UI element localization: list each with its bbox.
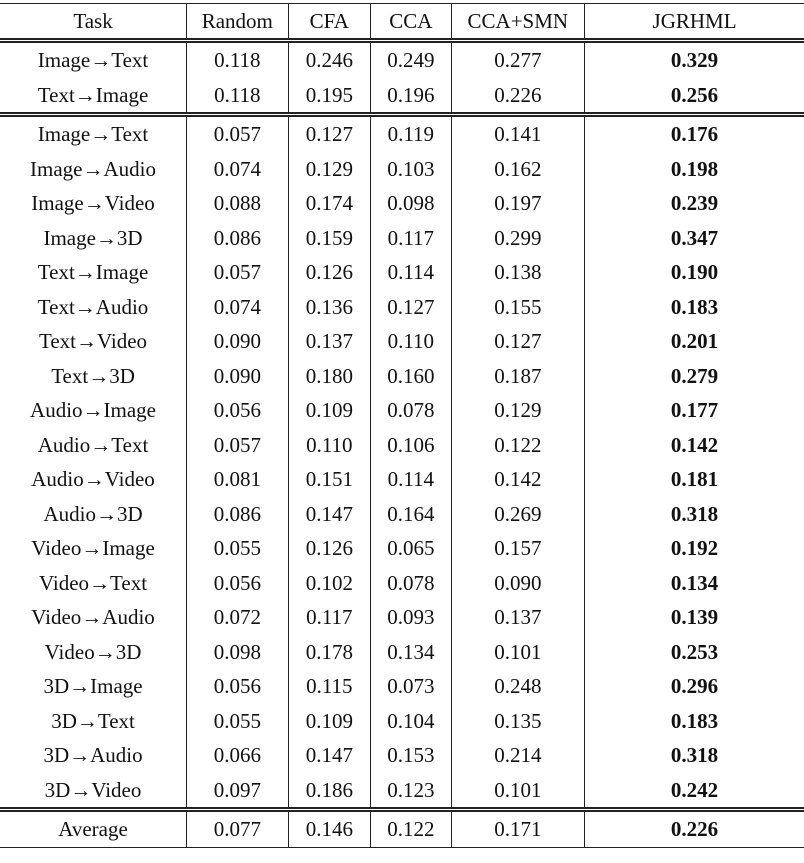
best-value-cell: 0.139 bbox=[670, 605, 719, 629]
value-cell: 0.065 bbox=[371, 531, 452, 566]
value-cell: 0.164 bbox=[371, 497, 452, 532]
value-cell: 0.153 bbox=[371, 738, 452, 773]
value-cell: 0.109 bbox=[288, 393, 370, 428]
task-cell: Image→Video bbox=[0, 186, 187, 221]
table-row bbox=[0, 221, 804, 256]
value-cell: 0.090 bbox=[187, 324, 289, 359]
best-value-cell: 0.329 bbox=[585, 41, 804, 78]
value-cell: 0.299 bbox=[451, 221, 585, 256]
best-value-cell: 0.198 bbox=[670, 156, 719, 181]
value-cell: 0.180 bbox=[288, 359, 370, 394]
value-cell: 0.110 bbox=[371, 324, 452, 359]
best-value-cell: 0.256 bbox=[670, 82, 719, 107]
value-cell: 0.195 bbox=[288, 78, 370, 115]
best-value-cell: 0.253 bbox=[670, 639, 719, 664]
table-row bbox=[0, 738, 804, 773]
value-cell: 0.098 bbox=[371, 186, 452, 221]
table-row bbox=[0, 186, 804, 221]
group-average bbox=[0, 810, 804, 848]
table-row bbox=[0, 324, 804, 359]
table-row bbox=[0, 704, 804, 739]
value-cell: 0.081 bbox=[187, 462, 289, 497]
value-cell: 0.114 bbox=[371, 255, 452, 290]
table-row bbox=[0, 115, 804, 152]
best-value-cell: 0.177 bbox=[670, 398, 719, 422]
table-row bbox=[0, 428, 804, 463]
value-cell: 0.077 bbox=[187, 810, 289, 848]
value-cell: 0.114 bbox=[371, 462, 452, 497]
value-cell: 0.102 bbox=[288, 566, 370, 601]
value-cell: 0.074 bbox=[187, 290, 289, 325]
value-cell: 0.117 bbox=[288, 600, 370, 635]
value-cell: 0.066 bbox=[187, 738, 289, 773]
task-cell: Text→Video bbox=[0, 324, 187, 359]
value-cell: 0.174 bbox=[288, 186, 370, 221]
table-row bbox=[0, 41, 804, 78]
header-row bbox=[0, 4, 804, 41]
task-cell: Image→Audio bbox=[0, 152, 187, 187]
best-value-cell: 0.347 bbox=[670, 225, 719, 250]
value-cell: 0.171 bbox=[451, 810, 585, 848]
value-cell: 0.129 bbox=[451, 393, 585, 428]
table-row bbox=[0, 152, 804, 187]
value-cell: 0.277 bbox=[451, 41, 585, 78]
header-cfa: CFA bbox=[288, 4, 370, 41]
task-cell: Audio→Text bbox=[0, 428, 187, 463]
task-cell: 3D→Video bbox=[0, 773, 187, 810]
value-cell: 0.097 bbox=[187, 773, 289, 810]
value-cell: 0.248 bbox=[451, 669, 585, 704]
value-cell: 0.136 bbox=[288, 290, 370, 325]
table-row bbox=[0, 566, 804, 601]
value-cell: 0.160 bbox=[371, 359, 452, 394]
value-cell: 0.056 bbox=[187, 566, 289, 601]
value-cell: 0.246 bbox=[288, 41, 370, 78]
table-row bbox=[0, 600, 804, 635]
task-cell: Average bbox=[0, 810, 187, 848]
value-cell: 0.129 bbox=[288, 152, 370, 187]
task-cell: Text→Image bbox=[0, 78, 187, 115]
value-cell: 0.101 bbox=[451, 635, 585, 670]
task-cell: 3D→Audio bbox=[0, 738, 187, 773]
value-cell: 0.055 bbox=[187, 704, 289, 739]
header-task: Task bbox=[0, 4, 187, 41]
value-cell: 0.147 bbox=[288, 738, 370, 773]
value-cell: 0.119 bbox=[371, 115, 452, 152]
value-cell: 0.118 bbox=[187, 78, 289, 115]
best-value-cell: 0.181 bbox=[670, 467, 719, 491]
value-cell: 0.249 bbox=[371, 41, 452, 78]
value-cell: 0.134 bbox=[371, 635, 452, 670]
task-cell: Image→Text bbox=[0, 115, 187, 152]
value-cell: 0.115 bbox=[288, 669, 370, 704]
value-cell: 0.146 bbox=[288, 810, 370, 848]
task-cell: Video→Image bbox=[0, 531, 187, 566]
table-row bbox=[0, 635, 804, 670]
table-row bbox=[0, 255, 804, 290]
value-cell: 0.147 bbox=[288, 497, 370, 532]
value-cell: 0.155 bbox=[451, 290, 585, 325]
value-cell: 0.110 bbox=[288, 428, 370, 463]
task-cell: Audio→3D bbox=[0, 497, 187, 532]
task-cell: 3D→Image bbox=[0, 669, 187, 704]
value-cell: 0.057 bbox=[187, 428, 289, 463]
task-cell: 3D→Text bbox=[0, 704, 187, 739]
value-cell: 0.157 bbox=[451, 531, 585, 566]
value-cell: 0.178 bbox=[288, 635, 370, 670]
task-cell: Audio→Image bbox=[0, 393, 187, 428]
best-value-cell: 0.134 bbox=[670, 570, 719, 595]
value-cell: 0.122 bbox=[371, 810, 452, 848]
value-cell: 0.122 bbox=[451, 428, 585, 463]
value-cell: 0.086 bbox=[187, 221, 289, 256]
best-value-cell: 0.142 bbox=[670, 432, 719, 457]
value-cell: 0.090 bbox=[451, 566, 585, 601]
header-cca: CCA bbox=[371, 4, 452, 41]
table-row bbox=[0, 78, 804, 115]
best-value-cell: 0.239 bbox=[670, 191, 719, 215]
table-row bbox=[0, 359, 804, 394]
table-row bbox=[0, 290, 804, 325]
best-value-cell: 0.242 bbox=[670, 777, 719, 802]
task-cell: Audio→Video bbox=[0, 462, 187, 497]
best-value-cell: 0.201 bbox=[670, 329, 719, 353]
best-value-cell: 0.318 bbox=[670, 743, 719, 767]
task-cell: Video→Audio bbox=[0, 600, 187, 635]
value-cell: 0.101 bbox=[451, 773, 585, 810]
value-cell: 0.226 bbox=[451, 78, 585, 115]
value-cell: 0.162 bbox=[451, 152, 585, 187]
table-row bbox=[0, 497, 804, 532]
best-value-cell: 0.296 bbox=[670, 674, 719, 698]
best-value-cell: 0.183 bbox=[670, 708, 719, 733]
best-value-cell: 0.190 bbox=[670, 260, 719, 284]
value-cell: 0.138 bbox=[451, 255, 585, 290]
value-cell: 0.187 bbox=[451, 359, 585, 394]
task-cell: Text→Audio bbox=[0, 290, 187, 325]
table-row bbox=[0, 669, 804, 704]
value-cell: 0.078 bbox=[371, 566, 452, 601]
value-cell: 0.103 bbox=[371, 152, 452, 187]
value-cell: 0.127 bbox=[371, 290, 452, 325]
value-cell: 0.117 bbox=[371, 221, 452, 256]
task-cell: Text→Image bbox=[0, 255, 187, 290]
task-cell: Image→3D bbox=[0, 221, 187, 256]
header-jgrhml: JGRHML bbox=[585, 4, 804, 41]
task-cell: Video→Text bbox=[0, 566, 187, 601]
value-cell: 0.269 bbox=[451, 497, 585, 532]
value-cell: 0.118 bbox=[187, 41, 289, 78]
value-cell: 0.137 bbox=[288, 324, 370, 359]
best-value-cell: 0.318 bbox=[670, 501, 719, 526]
value-cell: 0.151 bbox=[288, 462, 370, 497]
value-cell: 0.057 bbox=[187, 255, 289, 290]
value-cell: 0.074 bbox=[187, 152, 289, 187]
value-cell: 0.126 bbox=[288, 531, 370, 566]
value-cell: 0.127 bbox=[288, 115, 370, 152]
value-cell: 0.093 bbox=[371, 600, 452, 635]
best-value-cell: 0.226 bbox=[585, 810, 804, 848]
value-cell: 0.104 bbox=[371, 704, 452, 739]
value-cell: 0.057 bbox=[187, 115, 289, 152]
value-cell: 0.123 bbox=[371, 773, 452, 810]
value-cell: 0.159 bbox=[288, 221, 370, 256]
best-value-cell: 0.279 bbox=[670, 363, 719, 388]
value-cell: 0.086 bbox=[187, 497, 289, 532]
value-cell: 0.135 bbox=[451, 704, 585, 739]
group-two-modality bbox=[0, 41, 804, 115]
results-table bbox=[0, 3, 804, 848]
table-row bbox=[0, 531, 804, 566]
value-cell: 0.106 bbox=[371, 428, 452, 463]
task-cell: Image→Text bbox=[0, 41, 187, 78]
best-value-cell: 0.183 bbox=[670, 294, 719, 319]
table-row bbox=[0, 462, 804, 497]
value-cell: 0.127 bbox=[451, 324, 585, 359]
value-cell: 0.142 bbox=[451, 462, 585, 497]
value-cell: 0.109 bbox=[288, 704, 370, 739]
value-cell: 0.186 bbox=[288, 773, 370, 810]
value-cell: 0.088 bbox=[187, 186, 289, 221]
value-cell: 0.078 bbox=[371, 393, 452, 428]
header-random: Random bbox=[187, 4, 289, 41]
best-value-cell: 0.176 bbox=[585, 115, 804, 152]
value-cell: 0.098 bbox=[187, 635, 289, 670]
value-cell: 0.056 bbox=[187, 669, 289, 704]
value-cell: 0.072 bbox=[187, 600, 289, 635]
value-cell: 0.056 bbox=[187, 393, 289, 428]
value-cell: 0.073 bbox=[371, 669, 452, 704]
best-value-cell: 0.192 bbox=[670, 536, 719, 560]
table-row bbox=[0, 393, 804, 428]
value-cell: 0.196 bbox=[371, 78, 452, 115]
value-cell: 0.137 bbox=[451, 600, 585, 635]
task-cell: Video→3D bbox=[0, 635, 187, 670]
group-five-modality bbox=[0, 115, 804, 810]
header-cca-smn: CCA+SMN bbox=[451, 4, 585, 41]
table-row bbox=[0, 773, 804, 810]
table-row bbox=[0, 810, 804, 848]
value-cell: 0.126 bbox=[288, 255, 370, 290]
value-cell: 0.197 bbox=[451, 186, 585, 221]
value-cell: 0.214 bbox=[451, 738, 585, 773]
value-cell: 0.141 bbox=[451, 115, 585, 152]
value-cell: 0.055 bbox=[187, 531, 289, 566]
task-cell: Text→3D bbox=[0, 359, 187, 394]
value-cell: 0.090 bbox=[187, 359, 289, 394]
